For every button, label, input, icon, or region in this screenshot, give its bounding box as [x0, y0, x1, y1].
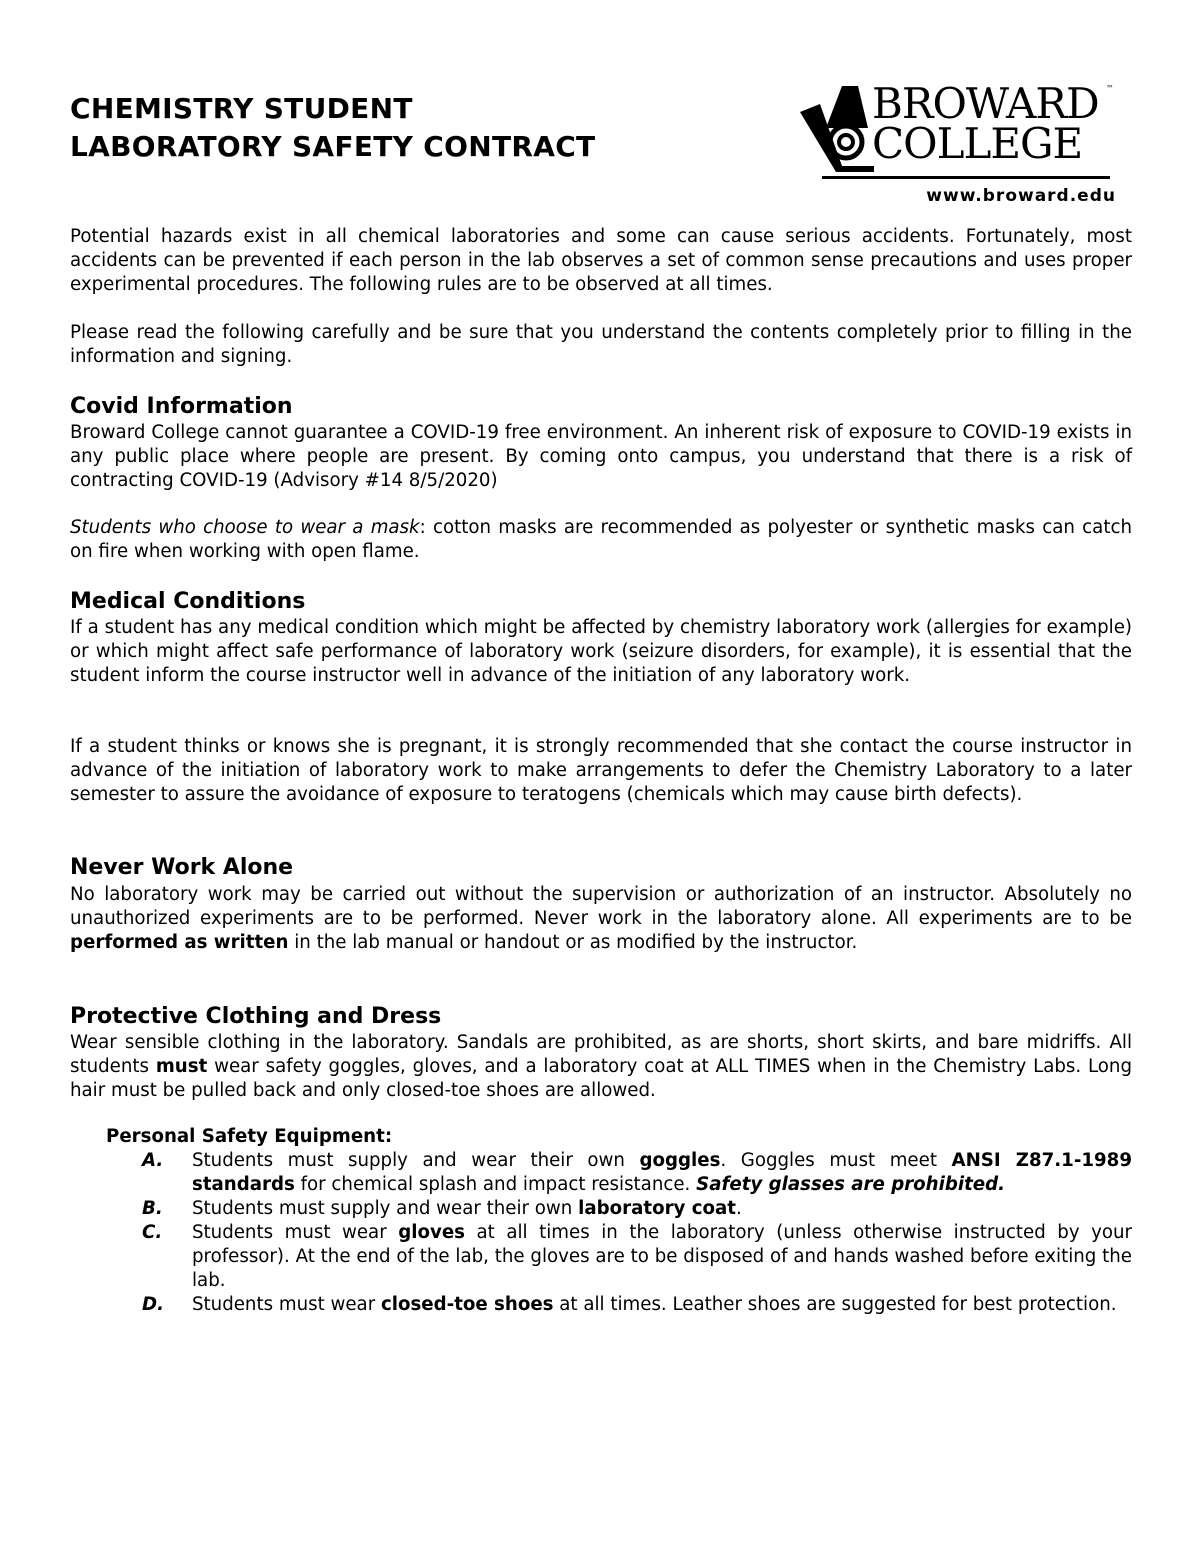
- item-bold-text: closed-toe shoes: [380, 1294, 554, 1315]
- list-marker: B.: [142, 1198, 163, 1219]
- item-bold-text: goggles: [639, 1150, 721, 1171]
- clothing-text-a: Wear sensible clothing in the laboratory. Sandals are prohibited, as are shorts, short skirts, and bare midriffs. All students: [70, 1032, 1132, 1077]
- list-marker: C.: [142, 1222, 163, 1243]
- item-text: Students must supply and wear their own: [192, 1198, 579, 1219]
- never-work-alone-paragraph: [70, 883, 1132, 955]
- item-text: at all times. Leather shoes are suggested for best protection.: [553, 1294, 1117, 1315]
- item-bold-italic-text: Safety glasses are prohibited.: [696, 1174, 1006, 1195]
- intro-paragraph-1: Potential hazards exist in all chemical laboratories and some can cause serious accidents. Fortunately, most accidents can be prevented if each person in the lab observes a set of common sense precautions and uses proper experimental procedures. The following rules are to be observed at all times.: [70, 226, 1132, 295]
- trademark-symbol: ™: [1106, 84, 1114, 93]
- never-work-alone-heading: Never Work Alone: [70, 855, 294, 880]
- medical-heading: Medical Conditions: [70, 589, 306, 614]
- alone-text-b: in the lab manual or handout or as modified by the instructor.: [288, 932, 858, 953]
- intro-paragraph-2: Please read the following carefully and be sure that you understand the contents completely prior to filling in the information and signing.: [70, 322, 1132, 367]
- item-bold-text: laboratory coat: [578, 1198, 736, 1219]
- covid-heading: Covid Information: [70, 394, 293, 419]
- website-link[interactable]: www.broward.edu: [926, 186, 1116, 206]
- covid-paragraph-1: Broward College cannot guarantee a COVID-19 free environment. An inherent risk of exposure to COVID-19 exists in any public place where people are present. By coming onto campus, you understand that there is a risk of contracting COVID-19 (Advisory #14 8/5/2020): [70, 422, 1132, 491]
- list-item: [142, 1197, 1132, 1221]
- item-text: at all times in the laboratory (unless otherwise instructed by your professor). At the end of the lab, the gloves are to be disposed of and hands washed before exiting the lab.: [192, 1222, 1133, 1291]
- broward-college-logo: [796, 79, 1126, 212]
- list-marker: A.: [142, 1150, 164, 1171]
- item-text: Students must wear: [192, 1222, 399, 1243]
- list-marker: D.: [142, 1294, 165, 1315]
- mask-note-text: : cotton masks are recommended as polyester or synthetic masks can catch on fire when working with open flame.: [70, 517, 1132, 562]
- alone-text-a: No laboratory work may be carried out without the supervision or authorization of an instructor. Absolutely no unauthorized experiments are to be performed. Never work in the laboratory alone. All experiments are to be: [70, 884, 1132, 929]
- item-text: Students must wear: [192, 1294, 381, 1315]
- document-title: [70, 90, 770, 166]
- list-item: [142, 1293, 1132, 1317]
- personal-safety-equipment-title: Personal Safety Equipment:: [106, 1126, 393, 1147]
- personal-safety-equipment-list: [142, 1149, 1132, 1317]
- item-text: . Goggles must meet: [720, 1150, 952, 1171]
- item-bold-text: ANSI Z87.1-1989 standards: [192, 1150, 1132, 1195]
- protective-clothing-heading: Protective Clothing and Dress: [70, 1004, 442, 1029]
- mask-note-label: Students who choose to wear a mask: [70, 517, 420, 538]
- logo-emblem-icon: [796, 82, 876, 172]
- protective-clothing-paragraph: [70, 1031, 1132, 1103]
- title-line-2: LABORATORY SAFETY CONTRACT: [70, 130, 596, 163]
- item-text: Students must supply and wear their own: [192, 1150, 640, 1171]
- list-item: [142, 1221, 1132, 1293]
- clothing-text-bold: must: [155, 1056, 208, 1077]
- clothing-text-b: wear safety goggles, gloves, and a laboratory coat at ALL TIMES when in the Chemistry Labs. Long hair must be pulled back and only closed-toe shoes are allowed.: [70, 1056, 1132, 1101]
- item-text: .: [735, 1198, 742, 1219]
- title-line-1: CHEMISTRY STUDENT: [70, 92, 413, 125]
- list-item: [142, 1149, 1132, 1197]
- medical-paragraph-2: If a student thinks or knows she is pregnant, it is strongly recommended that she contact the course instructor in advance of the initiation of laboratory work to make arrangements to defer the Chemistry Laboratory to a later semester to assure the avoidance of exposure to teratogens (chemicals which may cause birth defects).: [70, 736, 1132, 805]
- alone-text-bold: performed as written: [70, 932, 289, 953]
- logo-divider: [822, 176, 1110, 179]
- item-bold-text: gloves: [398, 1222, 465, 1243]
- logo-word-college: COLLEGE: [872, 119, 1083, 168]
- item-text: for chemical splash and impact resistance.: [294, 1174, 697, 1195]
- logo-word-broward: BROWARD: [872, 79, 1099, 128]
- covid-paragraph-2: [70, 516, 1132, 564]
- medical-paragraph-1: If a student has any medical condition which might be affected by chemistry laboratory work (allergies for example) or which might affect safe performance of laboratory work (seizure disorders, for example), it is essential that the student inform the course instructor well in advance of the initiation of any laboratory work.: [70, 617, 1132, 686]
